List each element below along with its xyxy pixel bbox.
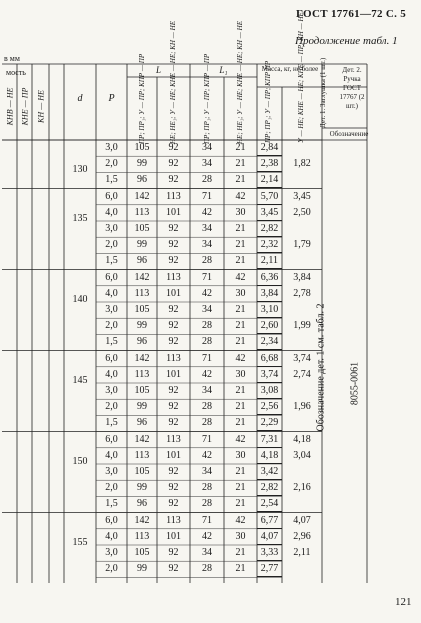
cell-m2: 42 [235,433,246,445]
cell-m2: 42 [235,352,246,364]
page-number: 121 [395,596,412,608]
cell-l2: 101 [166,530,181,542]
cell-m1: 28 [202,498,212,510]
cell-l1: 99 [137,482,147,494]
cell-m2: 30 [235,368,246,380]
header-kne: КНВ — НЕ [5,87,15,126]
row-d-value: 135 [72,212,88,224]
cell-m2: 30 [235,530,246,542]
cell-l1: 96 [137,255,147,267]
cell-p: 3,0 [105,142,118,153]
cell-w2: 2,78 [293,287,311,299]
cell-w2: 1,79 [293,239,311,251]
cell-l2: 92 [168,385,179,396]
cell-l1: 96 [137,417,147,429]
cell-m2: 21 [235,547,246,558]
cell-p: 2,0 [105,401,118,413]
cell-l2: 113 [166,352,181,364]
cell-p: 6,0 [105,514,118,526]
header-l1: L₁ [219,65,228,75]
cell-m1: 34 [202,158,212,170]
cell-w1: 2,82 [257,481,282,496]
cell-l1: 113 [134,530,150,542]
cell-l2: 92 [168,239,179,251]
cell-w1: 2,14 [257,173,282,188]
cell-m1: 28 [202,255,212,267]
cell-m1: 42 [202,530,212,542]
cell-m2: 30 [235,287,246,299]
header-det1: Дет. 1. Заглушка (1 шт.) [319,57,327,128]
cell-w2: 1,99 [293,320,311,332]
cell-w1: 2,32 [257,238,282,253]
cell-p: 6,0 [105,352,118,364]
cell-m2: 21 [235,223,246,234]
cell-m2: 30 [235,206,246,218]
cell-l2: 92 [168,563,179,575]
header-l-c1: ПР; ПР₁; У — ПР; КПР — ПР [138,53,146,144]
cell-p: 2,0 [105,158,118,170]
cell-m2: 21 [235,385,246,396]
header-p: P [108,93,115,104]
cell-m1: 28 [202,174,212,186]
cell-l2: 92 [168,174,179,186]
cell-p: 2,0 [105,482,118,494]
cell-l2: 113 [166,271,181,283]
cell-p: 1,5 [105,255,118,267]
det2-code-text: 8055-0061 [349,361,361,406]
cell-l1: 99 [137,239,147,251]
cell-m1: 42 [202,287,212,299]
cell-w2: 2,50 [293,206,311,218]
cell-w1: 2,34 [257,335,282,350]
cell-p: 4,0 [105,206,118,218]
cell-w1: 7,31 [257,433,282,448]
cell-p: 3,0 [105,223,118,234]
cell-l2: 92 [168,158,179,170]
row-d-value: 145 [72,374,88,386]
cell-m1: 42 [202,449,212,461]
cell-w1: 3,74 [257,368,282,383]
cell-m1: 28 [202,320,212,332]
cell-w1: 2,77 [257,562,282,577]
cell-p: 1,5 [105,417,118,429]
cell-l1: 113 [134,287,150,299]
cell-w1: 3,45 [257,206,282,221]
cell-w2: 1,82 [293,158,311,170]
cell-l1: 142 [134,190,150,202]
cell-p: 3,0 [105,304,118,315]
cell-m1: 71 [202,352,212,364]
cell-p: 6,0 [105,190,118,202]
cell-m1: 42 [202,206,212,218]
cell-m2: 21 [235,336,246,348]
cell-l1: 105 [134,304,150,315]
cell-w2: 3,04 [293,449,311,461]
cell-m2: 21 [235,563,246,575]
row-d-value: 140 [72,293,88,305]
cell-l1: 105 [134,466,150,477]
header-mass-c1: ПР; ПР₁; У — ПР; КПР ПР [264,60,272,143]
cell-l1: 96 [137,498,147,510]
cell-l2: 92 [168,336,179,348]
cell-m1: 34 [202,223,212,234]
cell-l1: 113 [134,449,150,461]
cell-l1: 96 [137,174,147,186]
cell-m1: 28 [202,482,212,494]
cell-m2: 42 [235,514,246,526]
cell-l2: 113 [166,514,181,526]
cell-m2: 42 [235,190,246,202]
cell-m1: 71 [202,514,212,526]
header-l1-c1: ПР; ПР₁; У — ПР; КПР — ПР [203,53,211,144]
cell-w1: 3,10 [257,303,282,318]
cell-p: 2,0 [105,239,118,251]
cell-w1: 3,33 [257,546,282,561]
cell-w1: 2,29 [257,416,282,431]
header-kn-ne: КН — НЕ [36,90,46,123]
cell-l1: 99 [137,158,147,170]
cell-m1: 71 [202,271,212,283]
cell-l1: 105 [134,223,150,234]
cell-m2: 21 [235,482,246,494]
cell-l2: 92 [168,498,179,510]
header-l1-c2: НЕ; НЕ₁; У — НЕ; КНЕ — НЕ; КН — НЕ [236,21,244,144]
cell-l1: 105 [134,142,150,153]
cell-w1: 2,60 [257,319,282,334]
cell-w2: 4,18 [293,433,311,445]
cell-w1: 4,07 [257,530,282,545]
cell-m1: 34 [202,239,212,251]
header-l: L [155,65,161,75]
table-continuation-caption: Продолжение табл. 1 [295,35,398,47]
cell-p: 6,0 [105,433,118,445]
cell-m1: 34 [202,547,212,558]
cell-w1: 4,18 [257,449,282,464]
cell-p: 3,0 [105,466,118,477]
header-mass-c2: У — НЕ; КНЕ — НЕ; КНЕ — ПР; КН — НЕ [297,12,305,143]
header-designation: Обозначение [329,130,369,138]
cell-l1: 99 [137,401,147,413]
cell-w1: 3,08 [257,384,282,399]
cell-m1: 28 [202,417,212,429]
cell-p: 4,0 [105,287,118,299]
cell-l1: 96 [137,336,147,348]
cell-m2: 21 [235,498,246,510]
cell-m2: 21 [235,174,246,186]
cell-w2: 2,74 [293,368,311,380]
cell-m2: 21 [235,239,246,251]
cell-p: 2,0 [105,563,118,575]
cell-m1: 28 [202,401,212,413]
cell-l1: 113 [134,368,150,380]
cell-w1: 2,84 [257,141,282,156]
cell-m2: 21 [235,142,246,153]
cell-l1: 105 [134,547,150,558]
cell-m2: 21 [235,255,246,267]
cell-m1: 34 [202,142,212,153]
cell-m2: 21 [235,158,246,170]
cell-l2: 101 [166,449,181,461]
cell-m1: 71 [202,433,212,445]
cell-p: 1,5 [105,498,118,510]
header-group-label: мость [6,68,26,77]
cell-l2: 101 [166,206,181,218]
cell-p: 1,5 [105,174,118,186]
cell-m2: 21 [235,304,246,315]
cell-l2: 92 [168,255,179,267]
cell-l2: 92 [168,320,179,332]
cell-w1: 6,68 [257,352,282,367]
cell-w1: 2,11 [257,254,282,269]
cell-w1: 3,84 [257,287,282,302]
header-mass: Масса, кг, не более [261,65,319,73]
cell-p: 4,0 [105,449,118,461]
cell-l2: 113 [166,433,181,445]
row-d-value: 155 [72,536,88,548]
cell-l2: 101 [166,368,181,380]
cell-p: 1,5 [105,336,118,348]
units-note: в мм [4,54,20,63]
page-header-standard: ГОСТ 17761—72 С. 5 [296,8,407,20]
header-l-c2: НЕ; НЕ₁; У — НЕ; КНЕ — НЕ; КН — НЕ [169,21,177,144]
cell-m2: 21 [235,401,246,413]
cell-l2: 92 [168,417,179,429]
cell-w2: 3,84 [293,271,311,283]
cell-m2: 21 [235,320,246,332]
cell-w1: 2,82 [257,222,282,237]
cell-l1: 142 [134,433,150,445]
cell-l1: 105 [134,385,150,396]
cell-l1: 142 [134,271,150,283]
cell-w1: 3,42 [257,465,282,480]
cell-l2: 92 [168,304,179,315]
cell-m1: 34 [202,385,212,396]
header-kne-pr: КНЕ — ПР [20,87,30,126]
det1-reference-text: Обозначение дет. 1 см. табл. 2 [315,303,327,432]
cell-p: 3,0 [105,385,118,396]
cell-w2: 3,45 [293,190,311,202]
cell-w2: 1,96 [293,401,311,413]
cell-p: 4,0 [105,368,118,380]
cell-w2: 3,74 [293,352,311,364]
cell-p: 3,0 [105,547,118,558]
header-d: d [77,93,83,104]
cell-m2: 21 [235,417,246,429]
row-d-value: 130 [72,164,88,176]
cell-w2: 4,07 [293,514,311,526]
cell-l1: 142 [134,352,150,364]
cell-m1: 34 [202,466,212,477]
cell-m1: 34 [202,304,212,315]
cell-w1: 2,56 [257,400,282,415]
cell-l1: 99 [137,320,147,332]
cell-w2: 2,11 [293,547,311,558]
cell-w2: 2,16 [293,482,311,494]
header-det2: Дет. 2. Ручка ГОСТ 17767 (2 шт.) [339,66,365,110]
cell-p: 6,0 [105,271,118,283]
cell-w1: 6,36 [257,271,282,286]
row-d-value: 150 [72,455,88,467]
cell-l1: 99 [137,563,147,575]
cell-m1: 71 [202,190,212,202]
cell-w1: 2,54 [257,497,282,512]
cell-m1: 28 [202,336,212,348]
cell-l2: 101 [166,287,181,299]
cell-l1: 113 [134,206,150,218]
cell-p: 2,0 [105,320,118,332]
cell-l2: 92 [168,142,179,153]
cell-l2: 92 [168,401,179,413]
cell-m2: 30 [235,449,246,461]
cell-p: 4,0 [105,530,118,542]
cell-m2: 42 [235,271,246,283]
cell-w1: 6,77 [257,514,282,529]
cell-l2: 92 [168,223,179,234]
cell-m2: 21 [235,466,246,477]
cell-w2: 2,96 [293,530,311,542]
cell-l2: 92 [168,547,179,558]
cell-l2: 92 [168,466,179,477]
cell-w1: 2,38 [257,157,282,172]
cell-l2: 92 [168,482,179,494]
cell-m1: 28 [202,563,212,575]
cell-m1: 42 [202,368,212,380]
cell-l1: 142 [134,514,150,526]
cell-w1: 5,70 [257,190,282,205]
cell-l2: 113 [166,190,181,202]
